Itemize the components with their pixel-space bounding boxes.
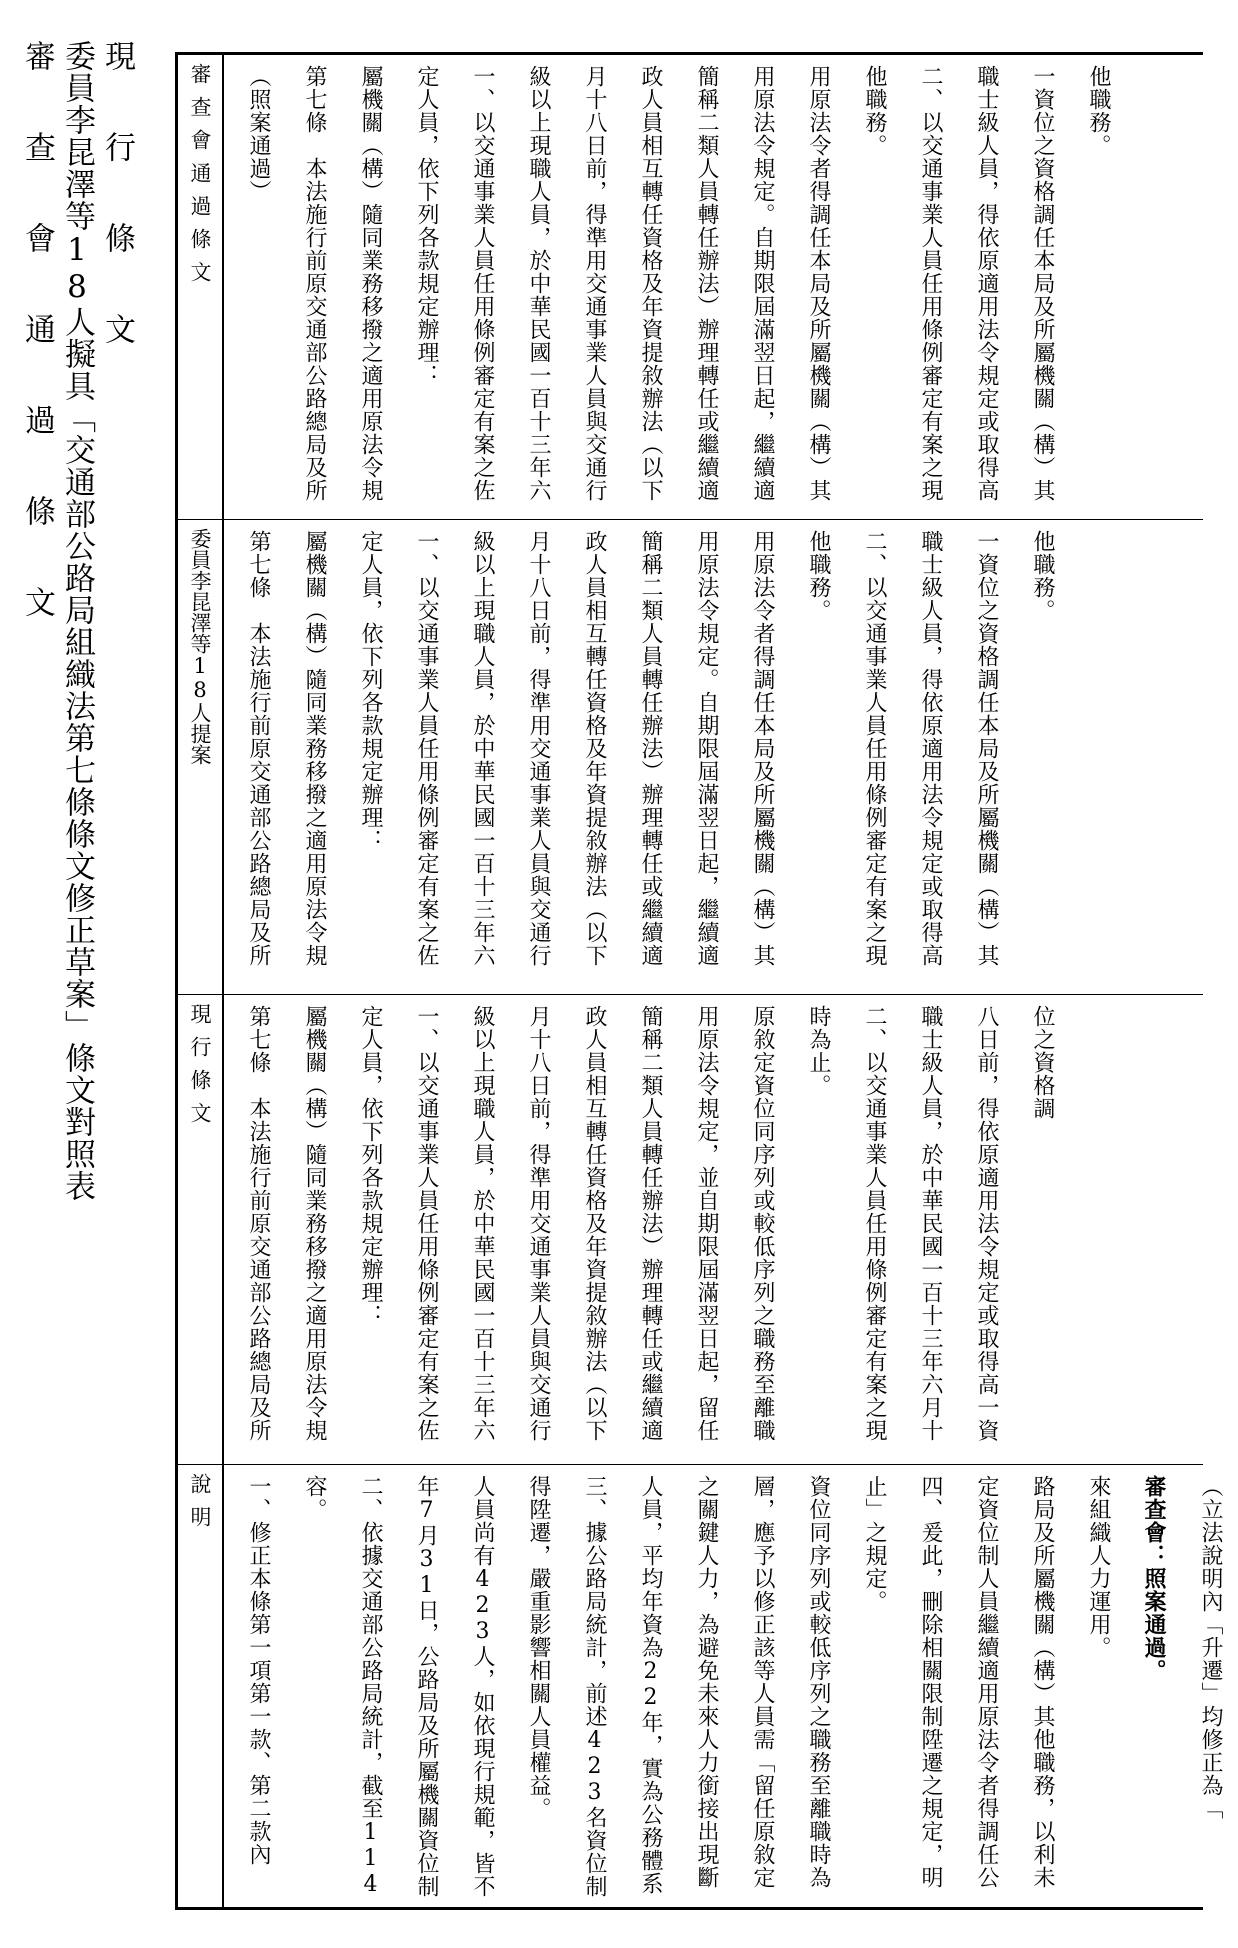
paragraph: 四、爰此，刪除相關限制陞遷之規定，明定資位制人員繼續適用原法令者得調任公路局及所屬機關（構）其他職務，以利未來組織人力運用。 [918, 1475, 1111, 1889]
paragraph: 二、以交通事業人員任用條例審定有案之現職士級人員，於中華民國一百十三年六月十八日前，得依原適用法令規定或取得高一資位之資格調 [862, 1005, 1055, 1442]
paragraph: 二、以交通事業人員任用條例審定有案之現職士級人員，得依原適用法令規定或取得高一資位之資格調任本局及所屬機關（構）其他職務。 [862, 530, 1055, 967]
header-proposal: 委員李昆澤等18人提案 [188, 528, 212, 765]
paragraph: 第七條 本法施行前原交通部公路總局及所屬機關（構）隨同業務移撥之適用原法令規定人員，依下列各款規定辦理： [302, 65, 439, 502]
paragraph: 一、以交通事業人員任用條例審定有案之佐級以上現職人員，於中華民國一百十三年六月十八日前，得準用交通事業人員與交通行政人員相互轉任資格及年資提敘辦法（以下簡稱二類人員轉任辦法）辦理轉任或繼續適用原法令規定。自期限屆滿翌日起，繼續適用原法令者得調任本局及所屬機關（構）其他職務。 [414, 530, 831, 967]
header-explanation: 說明 [188, 1473, 212, 1539]
title-line-2: 委員李昆澤等18人擬具「交通部公路局組織法第七條條文修正草案」條文對照表 [59, 40, 95, 1202]
paragraph: 二、以交通事業人員任用條例審定有案之現職士級人員，得依原適用法令規定或取得高一資位之資格調任本局及所屬機關（構）其他職務。 [918, 65, 1111, 502]
paragraph: 一、以交通事業人員任用條例審定有案之佐級以上現職人員，於中華民國一百十三年六月十八日前，得準用交通事業人員與交通行政人員相互轉任資格及年資提敘辦法（以下簡稱二類人員轉任辦法）辦理轉任或繼續適用原法令規定，並自期限屆滿翌日起，留任原敘定資位同序列或較低序列之職務至離職時為止。 [414, 1005, 831, 1442]
title-line-1: 審 查 會 通 過 條 文 [19, 40, 55, 629]
review-text [224, 55, 1203, 519]
paragraph: 審查會：照案通過。 [1141, 1475, 1167, 1682]
paragraph: 三、據公路局統計，前述423名資位制人員，平均年資為22年，實為公務體系之關鍵人力，為避免未來人力銜接出現斷層，應予以修正該等人員需「留任原敘定資位同序列或較低序列之職務至離職時為止」之規定。 [582, 1475, 887, 1898]
proposal-text-cell [224, 520, 1203, 995]
comparison-table [175, 52, 1223, 1910]
proposal-text [224, 520, 1203, 994]
document-title [10, 40, 140, 1910]
header-cell-proposal [178, 520, 224, 995]
review-text-cell [224, 55, 1203, 520]
paragraph: 第七條 本法施行前原交通部公路總局及所屬機關（構）隨同業務移撥之適用原法令規定人員，依下列各款規定辦理： [246, 1005, 383, 1442]
current-text [224, 995, 1203, 1464]
current-text-cell [224, 995, 1203, 1465]
header-cell-explanation [178, 1465, 224, 1913]
paragraph: 一、修正本條第一項第一款、第二款內容。 [246, 1475, 327, 1866]
header-current: 現行條文 [188, 1003, 212, 1135]
paragraph: 第七條 本法施行前原交通部公路總局及所屬機關（構）隨同業務移撥之適用原法令規定人員，依下列各款規定辦理： [246, 530, 383, 967]
paragraph: 二、依據交通部公路局統計，截至114年7月31日，公路局及所屬機關資位制人員尚有423人，如依現行規範，皆不得陞遷，嚴重影響相關人員權益。 [358, 1475, 551, 1898]
header-column [178, 55, 224, 1907]
paragraph: （立法說明內「升遷」均修正為「 [1198, 1475, 1223, 1820]
paragraph: 一、以交通事業人員任用條例審定有案之佐級以上現職人員，於中華民國一百十三年六月十八日前，得準用交通事業人員與交通行政人員相互轉任資格及年資提敘辦法（以下簡稱二類人員轉任辦法）辦理轉任或繼續適用原法令規定。自期限屆滿翌日起，繼續適用原法令者得調任本局及所屬機關（構）其他職務。 [470, 65, 887, 502]
explanation-text [224, 1465, 1223, 1913]
header-review: 審查會通過條文 [188, 63, 212, 294]
header-cell-current [178, 995, 224, 1465]
title-line-3: 現 行 條 文 [99, 40, 135, 356]
explanation-text-cell [224, 1465, 1223, 1913]
paragraph: （照案通過） [246, 65, 271, 203]
header-cell-review [178, 55, 224, 520]
